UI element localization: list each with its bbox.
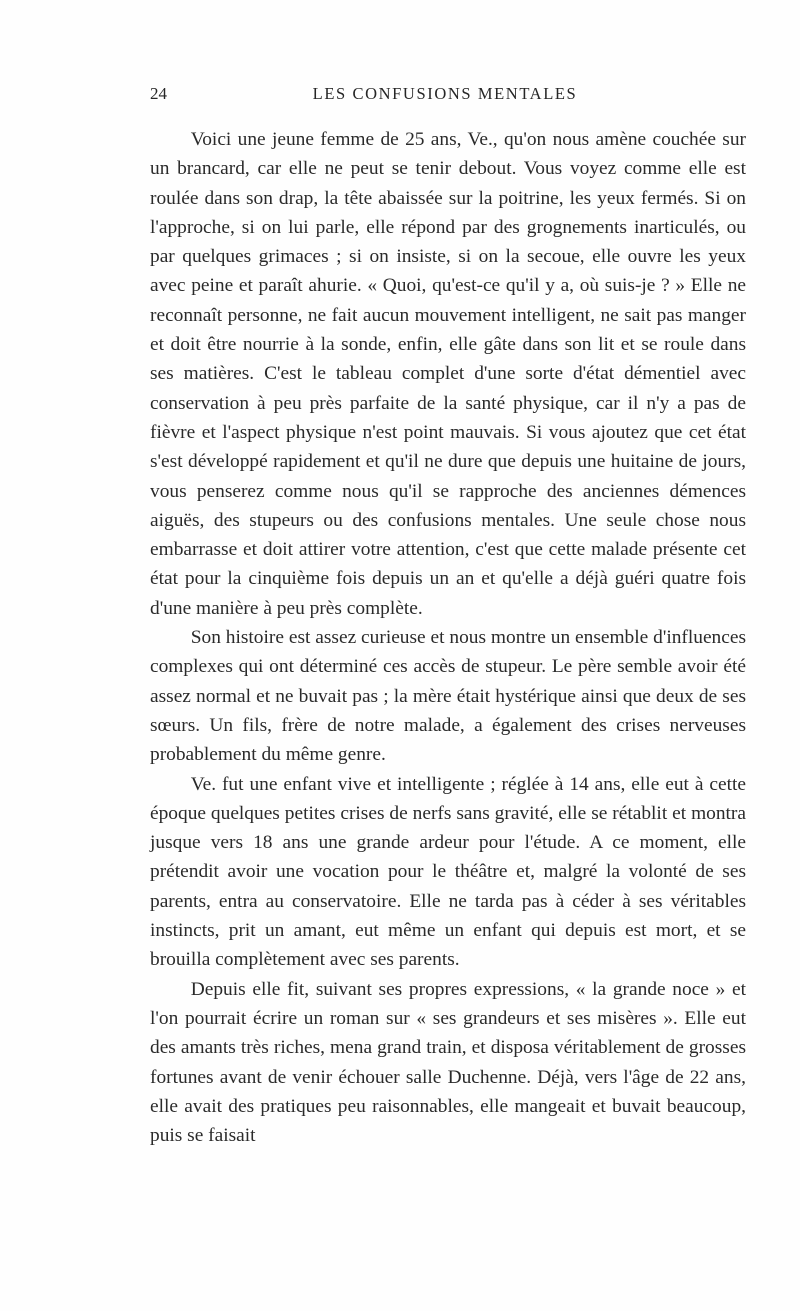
- paragraph-3: Ve. fut une enfant vive et intelligente ; réglée à 14 ans, elle eut à cette époque quelques petites crises de nerfs sans gravité, elle se rétablit et montra jusque vers 18 ans une grande ardeur pour l'étude. A ce moment, elle prétendit avoir une vocation pour le théâtre et, malgré la volonté de ses parents, entra au conservatoire. Elle ne tarda pas à céder à ses véritables instincts, prit un amant, eut même un enfant qui depuis est mort, et se brouilla complètement avec ses parents.: [150, 773, 746, 971]
- paragraph-4: Depuis elle fit, suivant ses propres expressions, « la grande noce » et l'on pourrait écrire un roman sur « ses grandeurs et ses misères ». Elle eut des amants très riches, mena grand train, et disposa véritablement de grosses fortunes avant de venir échouer salle Duchenne. Déjà, vers l'âge de 22 ans, elle avait des pratiques peu raisonnables, elle mangeait et buvait beaucoup, puis se faisait: [150, 978, 746, 1147]
- paragraph-1: Voici une jeune femme de 25 ans, Ve., qu'on nous amène couchée sur un brancard, car elle ne peut se tenir debout. Vous voyez comme elle est roulée dans son drap, la tête abaissée sur la poitrine, les yeux fermés. Si on l'approche, si on lui parle, elle répond par des grognements inarticulés, ou par quelques grimaces ; si on insiste, si on la secoue, elle ouvre les yeux avec peine et paraît ahurie. « Quoi, qu'est-ce qu'il y a, où suis-je ? » Elle ne reconnaît personne, ne fait aucun mouvement intelligent, ne sait pas manger et doit être nourrie à la sonde, enfin, elle gâte dans son lit et se roule dans ses matières. C'est le tableau complet d'une sorte d'état démentiel avec conservation à peu près parfaite de la santé physique, car il n'y a pas de fièvre et l'aspect physique n'est point mauvais. Si vous ajoutez que cet état s'est développé rapidement et qu'il ne dure que depuis une huitaine de jours, vous penserez comme nous qu'il se rapproche des anciennes démences aiguës, des stupeurs ou des confusions mentales. Une seule chose nous embarrasse et doit attirer votre attention, c'est que cette malade présente cet état pour la cinquième fois depuis un an et qu'elle a déjà guéri quatre fois d'une manière à peu près complète.: [150, 129, 746, 619]
- page-number: 24: [150, 84, 167, 103]
- chapter-title: LES CONFUSIONS MENTALES: [312, 84, 578, 103]
- running-head: [150, 84, 740, 112]
- body-text: [150, 125, 746, 1150]
- paragraph-2: Son histoire est assez curieuse et nous montre un ensemble d'influences complexes qui ont déterminé ces accès de stupeur. Le père semble avoir été assez normal et ne buvait pas ; la mère était hystérique ainsi que deux de ses sœurs. Un fils, frère de notre malade, a également des crises nerveuses probablement du même genre.: [150, 627, 746, 766]
